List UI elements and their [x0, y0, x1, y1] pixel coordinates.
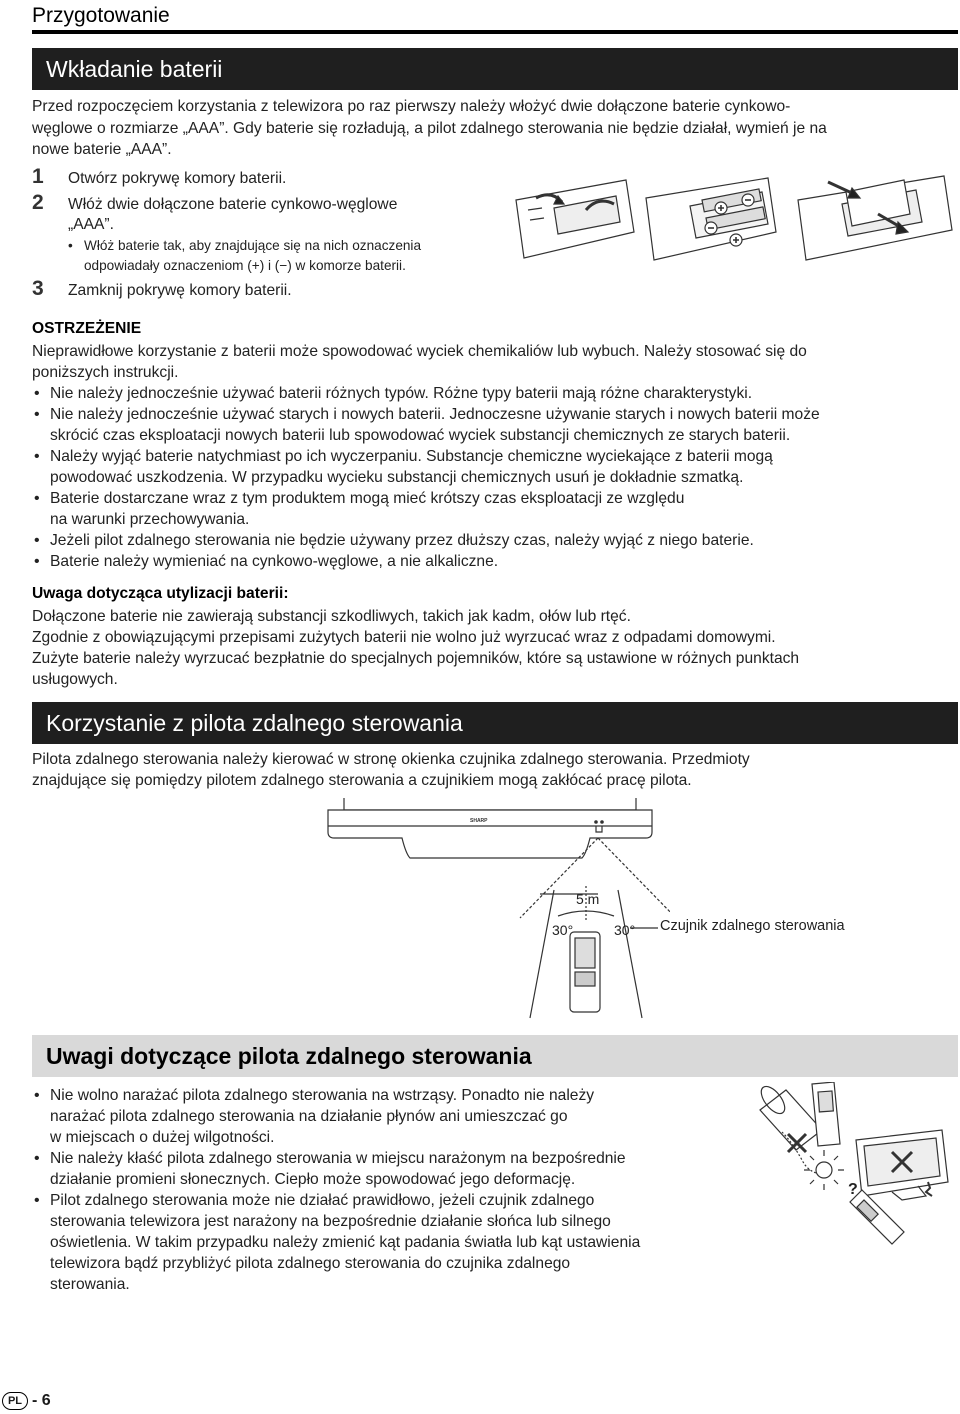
step-2-note [68, 236, 508, 275]
intro-line: Przed rozpoczęciem korzystania z telewizora po raz pierwszy należy włożyć dwie dołączone baterie cynkowo- [32, 98, 791, 115]
sensor-label-text: Czujnik zdalnego sterowania [660, 918, 845, 934]
remote-range-diagram [320, 798, 670, 1020]
item-line: • Baterie należy wymieniać na cynkowo-węglowe, a nie alkaliczne. [50, 553, 499, 570]
tv-icon [856, 1130, 948, 1200]
remote-back-icon [516, 180, 634, 258]
item-line: w miejscach o dużej wilgotności. [50, 1129, 275, 1146]
angle-left-label: 30° [552, 922, 574, 938]
disposal-line: Zużyte baterie należy wyrzucać bezpłatnie do specjalnych pojemników, które są ustawione w różnych punktach [32, 650, 800, 667]
page-footer [2, 1392, 51, 1410]
warning-item [32, 530, 820, 551]
item-line: na warunki przechowywania. [50, 511, 250, 528]
item-line: • Nie należy jednocześnie używać starych i nowych baterii. Jednoczesne używanie starych i nowych baterii może [50, 406, 820, 423]
distance-label: 5 m [576, 891, 600, 907]
disposal-heading: Uwaga dotycząca utylizacji baterii: [32, 585, 289, 602]
step-number: 3 [32, 277, 44, 300]
item-line: sterowania. [50, 1276, 130, 1293]
remote-notes-illustration [752, 1082, 954, 1252]
step-2 [32, 192, 397, 216]
section-heading-remote-use: Korzystanie z pilota zdalnego sterowania [32, 702, 958, 744]
sun-icon [804, 1150, 844, 1190]
warning-item [32, 446, 820, 488]
remote-use-text [32, 749, 750, 791]
angle-right-label: 30° [614, 922, 636, 938]
section-heading-batteries: Wkładanie baterii [32, 48, 958, 90]
item-line: działanie promieni słonecznych. Ciepło może spowodować jego deformację. [50, 1171, 576, 1188]
item-line: • Nie należy kłaść pilota zdalnego sterowania w miejscu narażonym na bezpośrednie [50, 1150, 626, 1167]
remote-note-item [32, 1190, 640, 1295]
step-2-continued: „AAA”. [68, 216, 114, 233]
step-number: 1 [32, 165, 44, 188]
warning-item [32, 551, 820, 572]
item-line: • Baterie dostarczane wraz z tym produktem mogą mieć krótszy czas eksploatacji ze względu [50, 490, 685, 507]
warning-intro-line: Nieprawidłowe korzystanie z baterii może spowodować wyciek chemikaliów lub wybuch. Należy stosować się do [32, 343, 807, 360]
item-line: skrócić czas eksploatacji nowych baterii lub spowodować wyciek substancji chemicznych ze starych baterii. [50, 427, 791, 444]
warning-heading: OSTRZEŻENIE [32, 320, 142, 337]
page-header: Przygotowanie [32, 4, 170, 27]
warning-item [32, 383, 820, 404]
item-line: telewizora bądź przybliżyć pilota zdalnego sterowania do czujnika zdalnego [50, 1255, 571, 1272]
step-text: Otwórz pokrywę komory baterii. [68, 170, 287, 187]
step-text: Zamknij pokrywę komory baterii. [68, 282, 292, 299]
warning-item [32, 404, 820, 446]
remote-in-sunlight-icon [850, 1190, 904, 1244]
tv-top-icon [344, 798, 636, 810]
warning-list [32, 383, 820, 572]
note-line: • Włóż baterie tak, aby znajdujące się na nich oznaczenia [84, 238, 422, 253]
step-number: 2 [32, 191, 44, 214]
item-line: • Nie wolno narażać pilota zdalnego sterowania na wstrząsy. Ponadto nie należy [50, 1087, 595, 1104]
item-line: • Nie należy jednocześnie używać baterii różnych typów. Różne typy baterii mają różne charakterystyki. [50, 385, 753, 402]
disposal-text [32, 606, 799, 690]
item-line: sterowania telewizora jest narażony na bezpośrednie działanie słońca lub silnego [50, 1213, 611, 1230]
tv-brand-logo: SHARP [470, 818, 488, 824]
item-line: • Pilot zdalnego sterowania może nie działać prawidłowo, jeżeli czujnik zdalnego [50, 1192, 595, 1209]
remote-notes-list [32, 1085, 640, 1295]
intro-line: nowe baterie „AAA”. [32, 141, 172, 158]
remote-use-line: znajdujące się pomiędzy pilotem zdalnego sterowania a czujnikiem mogą zakłócać pracę pilota. [32, 772, 692, 789]
disposal-line: Dołączone baterie nie zawierają substancji szkodliwych, takich jak kadm, ołów lub rtęć. [32, 608, 631, 625]
item-line: powodować uszkodzenia. W przypadku wycieku substancji chemicznych usuń je dokładnie szmatką. [50, 469, 744, 486]
remote-battery-compartment-icon [646, 178, 776, 260]
warning-item [32, 488, 820, 530]
remote-note-item [32, 1085, 640, 1148]
tv-icon [328, 810, 652, 858]
item-line: • Jeżeli pilot zdalnego sterowania nie będzie używany przez dłuższy czas, należy wyjąć z niego baterie. [50, 532, 754, 549]
warning-intro [32, 341, 807, 383]
disposal-line: Zgodnie z obowiązującymi przepisami zużytych baterii nie wolno już wyrzucać wraz z odpadami domowymi. [32, 629, 776, 646]
wet-remote-icon [812, 1082, 840, 1146]
remote-control-icon [570, 932, 600, 1012]
warning-intro-line: poniższych instrukcji. [32, 364, 179, 381]
step-3 [32, 278, 292, 302]
remote-cover-closing-icon [798, 176, 952, 260]
remote-note-item [32, 1148, 640, 1190]
note-line: odpowiadały oznaczeniom (+) i (−) w komorze baterii. [84, 257, 406, 273]
batteries-intro [32, 96, 952, 161]
section-heading-remote-notes: Uwagi dotyczące pilota zdalnego sterowania [32, 1035, 958, 1077]
item-line: oświetlenia. W takim przypadku należy zmienić kąt padania światła lub kąt ustawienia [50, 1234, 641, 1251]
item-line: • Należy wyjąć baterie natychmiast po ich wyczerpaniu. Substancje chemiczne wyciekające z baterii mogą [50, 448, 773, 465]
remote-use-line: Pilota zdalnego sterowania należy kierować w stronę okienka czujnika zdalnego sterowania. Przedmioty [32, 751, 750, 768]
step-text: Włóż dwie dołączone baterie cynkowo-węglowe [68, 196, 398, 213]
header-rule [32, 30, 958, 34]
language-badge: PL [2, 1392, 28, 1410]
page-number: - 6 [32, 1392, 51, 1409]
step-1 [32, 166, 286, 190]
spilled-glass-icon [757, 1082, 822, 1150]
disposal-line: usługowych. [32, 671, 118, 688]
question-mark-icon: ? [848, 1181, 858, 1198]
intro-line: węglowe o rozmiarze „AAA”. Gdy baterie się rozładują, a pilot zdalnego sterowania nie będzie działał, wymień je na [32, 119, 827, 137]
battery-insertion-illustration [506, 170, 958, 280]
item-line: narażać pilota zdalnego sterowania na działanie płynów ani umieszczać go [50, 1108, 568, 1125]
